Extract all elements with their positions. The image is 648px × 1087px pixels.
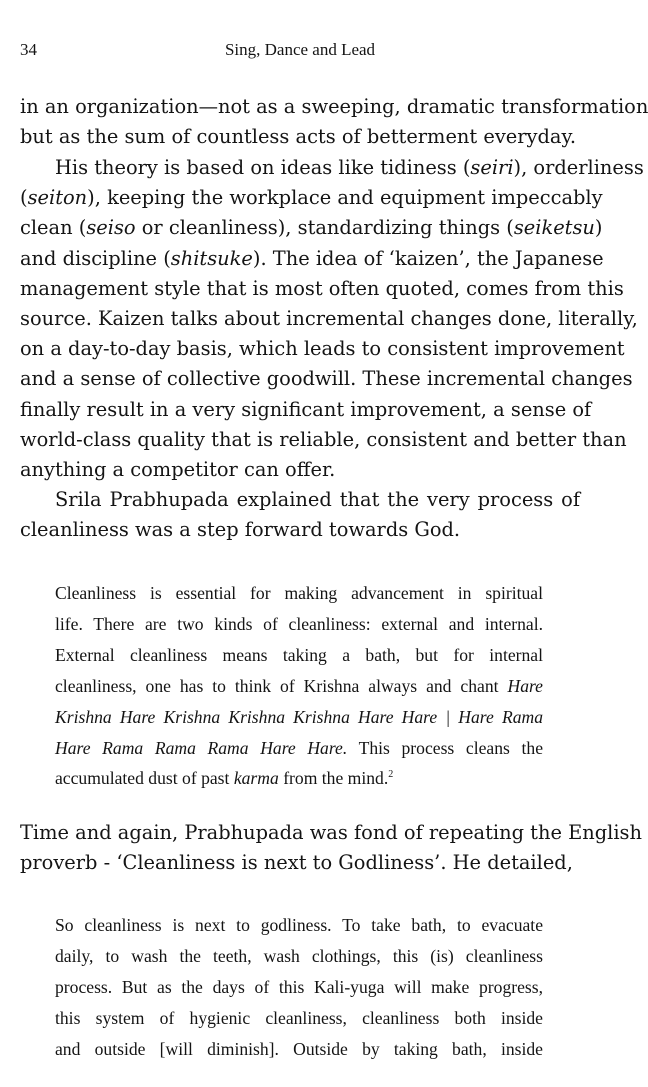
text-line: but as the sum of countless acts of betterment everyday. — [20, 125, 577, 149]
text-line: His theory is based on ideas like tidiness (seiri), orderliness — [55, 156, 644, 179]
quote-line: Cleanliness is essential for making advancement in spiritual — [55, 583, 543, 603]
quote-line: and outside [will diminish]. Outside by taking bath, inside — [55, 1038, 543, 1059]
text-line: source. Kaizen talks about incremental changes done, literally, — [20, 307, 638, 331]
text-line: management style that is most often quoted, comes from this — [20, 276, 624, 300]
text-line: and a sense of collective goodwill. These incremental changes — [20, 367, 633, 391]
block-quote-cleanliness — [55, 578, 543, 794]
text-line: anything a competitor can offer. — [20, 458, 336, 482]
text-line: (seiton), keeping the workplace and equipment impeccably — [20, 186, 603, 210]
quote-line: External cleanliness means taking a bath, but for internal — [55, 644, 543, 665]
running-title: Sing, Dance and Lead — [224, 40, 376, 59]
running-head — [20, 40, 580, 62]
quote-line: cleanliness, one has to think of Krishna always and chant Hare — [55, 675, 543, 696]
paragraph-proverb — [20, 818, 642, 878]
quote-line: accumulated dust of past karma from the mind.$^2$ — [55, 768, 394, 789]
text-line: Srila Prabhupada explained that the very process of — [55, 488, 580, 511]
text-line: on a day-to-day basis, which leads to consistent improvement — [20, 337, 625, 361]
text-line: cleanliness was a step forward towards God. — [20, 518, 461, 542]
paragraph-continuation — [20, 92, 648, 152]
quote-line: Krishna Hare Krishna Krishna Krishna Hare Hare | Hare Rama — [55, 706, 543, 727]
quote-line: So cleanliness is next to godliness. To take bath, to evacuate — [55, 915, 543, 935]
text-line: in an organization—not as a sweeping, dramatic transformation — [20, 95, 648, 118]
text-line: finally result in a very significant improvement, a sense of — [20, 397, 592, 421]
paragraph-kaizen — [20, 153, 644, 485]
page-number: 34 — [20, 40, 37, 59]
text-line: and discipline (shitsuke). The idea of ‘kaizen’, the Japanese — [20, 246, 604, 270]
text-line: proverb - ‘Cleanliness is next to Godliness’. He detailed, — [20, 851, 573, 875]
text-line: clean (seiso or cleanliness), standardizing things (seiketsu) — [20, 216, 603, 240]
text-line: world-class quality that is reliable, consistent and better than — [20, 427, 627, 451]
block-quote-godliness — [55, 910, 543, 1065]
quote-line: life. There are two kinds of cleanliness: external and internal. — [55, 613, 543, 634]
quote-line: process. But as the days of this Kali-yuga will make progress, — [55, 976, 543, 997]
text-line: Time and again, Prabhupada was fond of repeating the English — [20, 821, 642, 844]
quote-line: Hare Rama Rama Rama Hare Hare. This process cleans the — [55, 737, 544, 758]
quote-line: this system of hygienic cleanliness, cleanliness both inside — [55, 1007, 543, 1028]
quote-line: daily, to wash the teeth, wash clothings, this (is) cleanliness — [55, 945, 543, 966]
paragraph-prabhupada — [20, 485, 580, 545]
footnote-marker: 2 — [388, 769, 394, 781]
